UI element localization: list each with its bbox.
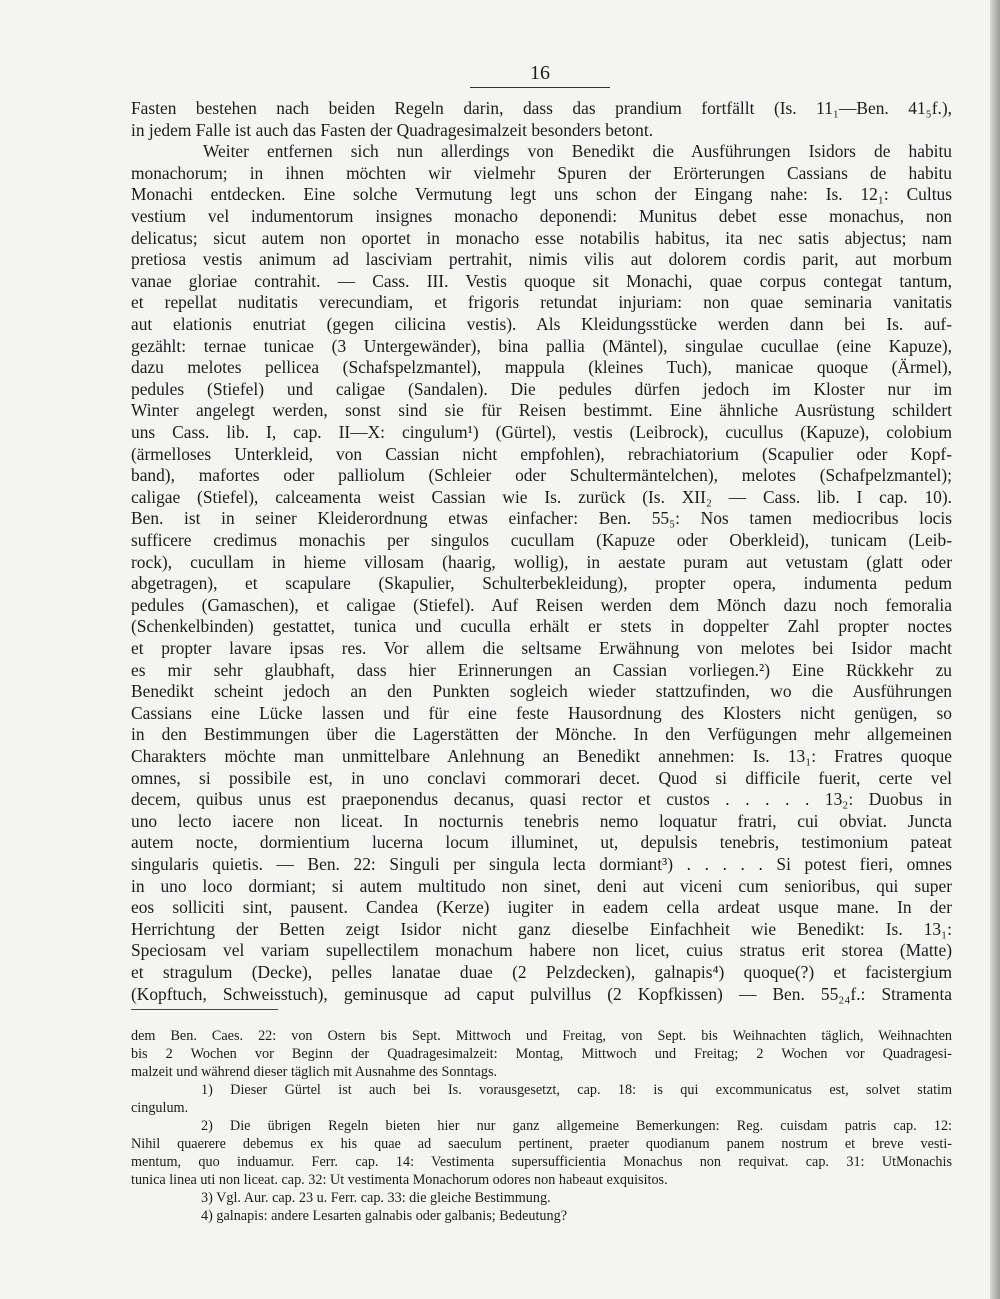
body-line: singularis quietis. — Ben. 22: Singuli per singula lecta dormiant³) . . . . . Si potest fieri, omnes [131,854,952,874]
body-line: vanae gloriae contrahit. — Cass. III. Vestis quoque sit Monachi, quae corpus contegat tantum, [131,270,952,291]
footnote-line: 3) Vgl. Aur. cap. 23 u. Ferr. cap. 33: die gleiche Bestimmung. [201,1190,551,1206]
body-line: Fasten bestehen nach beiden Regeln darin, dass das prandium fortfällt (Is. 11₁—Ben. 41₅f.), [131,98,952,118]
body-line: uno lecto iacere non liceat. In nocturnis tenebris nemo loquatur fratri, cui obviat. Juncta [131,810,952,831]
body-line: eos solliciti sint, pausent. Candea (Kerze) iugiter in eadem cella ardeat usque mane. In der [131,897,952,918]
body-line: vestium vel indumentorum insignes monacho deponendi: Munitus debet esse monachus, non [131,206,952,226]
body-line: sufficere credimus monachis per singulos cucullam (Kapuze oder Oberkleid), tunicam (Leib- [131,530,952,550]
body-line: pedules (Stiefel) und caligae (Sandalen). Die pedules dürfen jedoch im Kloster nur im [131,378,952,399]
page-edge [990,0,1000,1299]
body-line: et stragulum (Decke), pelles lanatae duae (2 Pelzdecken), galnapis⁴) quoque(?) et facistergium [131,962,952,982]
body-line: Monachi entdecken. Eine solche Vermutung legt uns schon der Eingang nahe: Is. 12₁: Cultus [131,184,952,205]
footnote-line: bis 2 Wochen vor Beginn der Quadragesimalzeit: Montag, Mittwoch und Freitag; 2 Wochen vor Quadragesi- [131,1046,952,1062]
body-line: Cassians eine Lücke lassen und für eine feste Hausordnung des Klosters nicht genügen, so [131,702,952,723]
footnote-line: mentum, quo induamur. Ferr. cap. 14: Vestimenta supersufficientia Monachus non requivat. cap. 31: UtMonachis [131,1154,952,1170]
footnote-line: 4) galnapis: andere Lesarten galnabis oder galbanis; Bedeutung? [201,1208,567,1224]
body-line: abgetragen), et scapulare (Skapulier, Schulterbekleidung), propter opera, indumenta pedum [131,573,952,594]
body-line: et propter lavare ipsas res. Vor allem die seltsame Erwähnung von melotes bei Isidor macht [131,638,952,658]
body-line: decem, quibus unus est praeponendus decanus, quasi rector et custos . . . . . 13₂: Duobus in [131,789,952,810]
footnote-line: tunica linea uti non liceat. cap. 32: Ut vestimenta Monachorum odores non habeaut exquisitos. [131,1172,668,1188]
body-line: es mir sehr glaubhaft, dass hier Erinnerungen an Cassian vorliegen.²) Eine Rückkehr zu [131,659,952,680]
body-line: Winter angelegt werden, sonst sind sie für Reisen bestimmt. Eine ähnliche Ausrüstung schildert [131,400,952,421]
body-line: et repellat nuditatis verecundiam, et frigoris retundat injuriam: non quae seminaria vanitatis [131,292,952,313]
body-line: pedules (Gamaschen), et caligae (Stiefel). Auf Reisen werden dem Mönch dazu noch femoralia [131,594,952,615]
body-line: pretiosa vestis animum ad lasciviam pertrahit, nimis vilis aut dolorem cordis parit, aut morbum [131,249,952,270]
body-line: caligae (Stiefel), calceamenta weist Cassian wie Is. zurück (Is. XII₂ — Cass. lib. I cap. 10). [131,486,952,507]
footnote-line: cingulum. [131,1100,189,1116]
body-line: delicatus; sicut autem non oportet in monacho esse notabilis habitus, ita nec satis abjectus; nam [131,227,952,248]
body-line: (ärmelloses Unterkleid, von Cassian nicht empfohlen), rebrachiatorium (Scapulier oder Kopf- [131,443,952,464]
body-line: Charakters möchte man unmittelbare Anlehnung an Benedikt annehmen: Is. 13₁: Fratres quoque [131,746,952,766]
body-line: Ben. ist in seiner Kleiderordnung etwas einfacher: Ben. 55₅: Nos tamen mediocribus locis [131,508,952,529]
body-line: (Kopftuch, Schweisstuch), geminusque ad caput pulvillus (2 Kopfkissen) — Ben. 55₂₄f.: Stramenta [131,983,952,1004]
page-number: 16 [530,62,550,84]
body-line: in den Bestimmungen über die Lagerstätten der Mönche. In den Verfügungen mehr allgemeinen [131,724,952,745]
body-line: monachorum; in ihnen möchten wir vielmehr Spuren der Erörterungen Cassians de habitu [131,162,952,183]
body-line: autem nocte, dormientium lucerna locum illuminet, ut, depulsis tenebris, testimonium pateat [131,832,952,853]
body-line: Benedikt scheint jedoch an den Punkten sogleich wieder stattzufinden, wo die Ausführungen [131,681,952,702]
body-line: dazu melotes pellicea (Schafspelzmantel), mappula (kleines Tuch), manicae quoque (Ärmel), [131,357,952,378]
header-rule [470,87,610,88]
footnote-line: Nihil quaerere debemus ex his quae ad saeculum pertinent, praeter quodianum panem nostrum et breve vesti- [131,1136,952,1152]
footnote-line: 1) Dieser Gürtel ist auch bei Is. vorausgesetzt, cap. 18: is qui excommunicatus est, solvet statim [201,1082,952,1098]
body-line: Herrichtung der Betten zeigt Isidor nicht ganz dieselbe Einfachheit wie Benedikt: Is. 13₁: [131,918,952,939]
body-line: in jedem Falle ist auch das Fasten der Quadragesimalzeit besonders betont. [131,119,654,140]
footnote-line: 2) Die übrigen Regeln bieten hier nur ganz allgemeine Bemerkungen: Reg. cuisdam patris cap. 12: [201,1118,952,1134]
footnote-rule [131,1009,278,1010]
footnote-line: malzeit und während dieser täglich mit Ausnahme des Sonntags. [131,1064,498,1080]
body-line: omnes, si possibile est, in uno conclavi commorari decet. Quod si difficile fuerit, certe vel [131,767,952,788]
body-line: gezählt: ternae tunicae (3 Untergewänder), bina pallia (Mäntel), singulae cucullae (eine Kapuze), [131,335,952,356]
body-line: rock), cucullam in hieme villosam (haarig, wollig), in aestate puram aut vetustam (glatt oder [131,551,952,572]
body-line: band), mafortes oder palliolum (Schleier oder Schultermäntelchen), melotes (Schafpelzmantel); [131,465,952,486]
body-line: in uno loco dormiant; si autem multitudo non sinet, deni aut viceni cum senioribus, qui super [131,875,952,896]
body-line: Weiter entfernen sich nun allerdings von Benedikt die Ausführungen Isidors de habitu [203,141,952,162]
body-line: uns Cass. lib. I, cap. II—X: cingulum¹) (Gürtel), vestis (Leibrock), cucullus (Kapuze), colobium [131,422,952,442]
footnote-line: dem Ben. Caes. 22: von Ostern bis Sept. Mittwoch und Freitag, von Sept. bis Weihnachten täglich, Weihnachten [131,1028,952,1044]
body-line: aut elationis enutriat (gegen cilicina vestis). Als Kleidungsstücke werden dann bei Is. auf- [131,314,952,334]
body-line: (Schenkelbinden) gestattet, tunica und cuculla erhält er stets in doppelter Zahl propter noctes [131,616,952,637]
body-line: Speciosam vel variam supellectilem monachum habere non licet, cuius stratus erit storea (Matte) [131,940,952,961]
